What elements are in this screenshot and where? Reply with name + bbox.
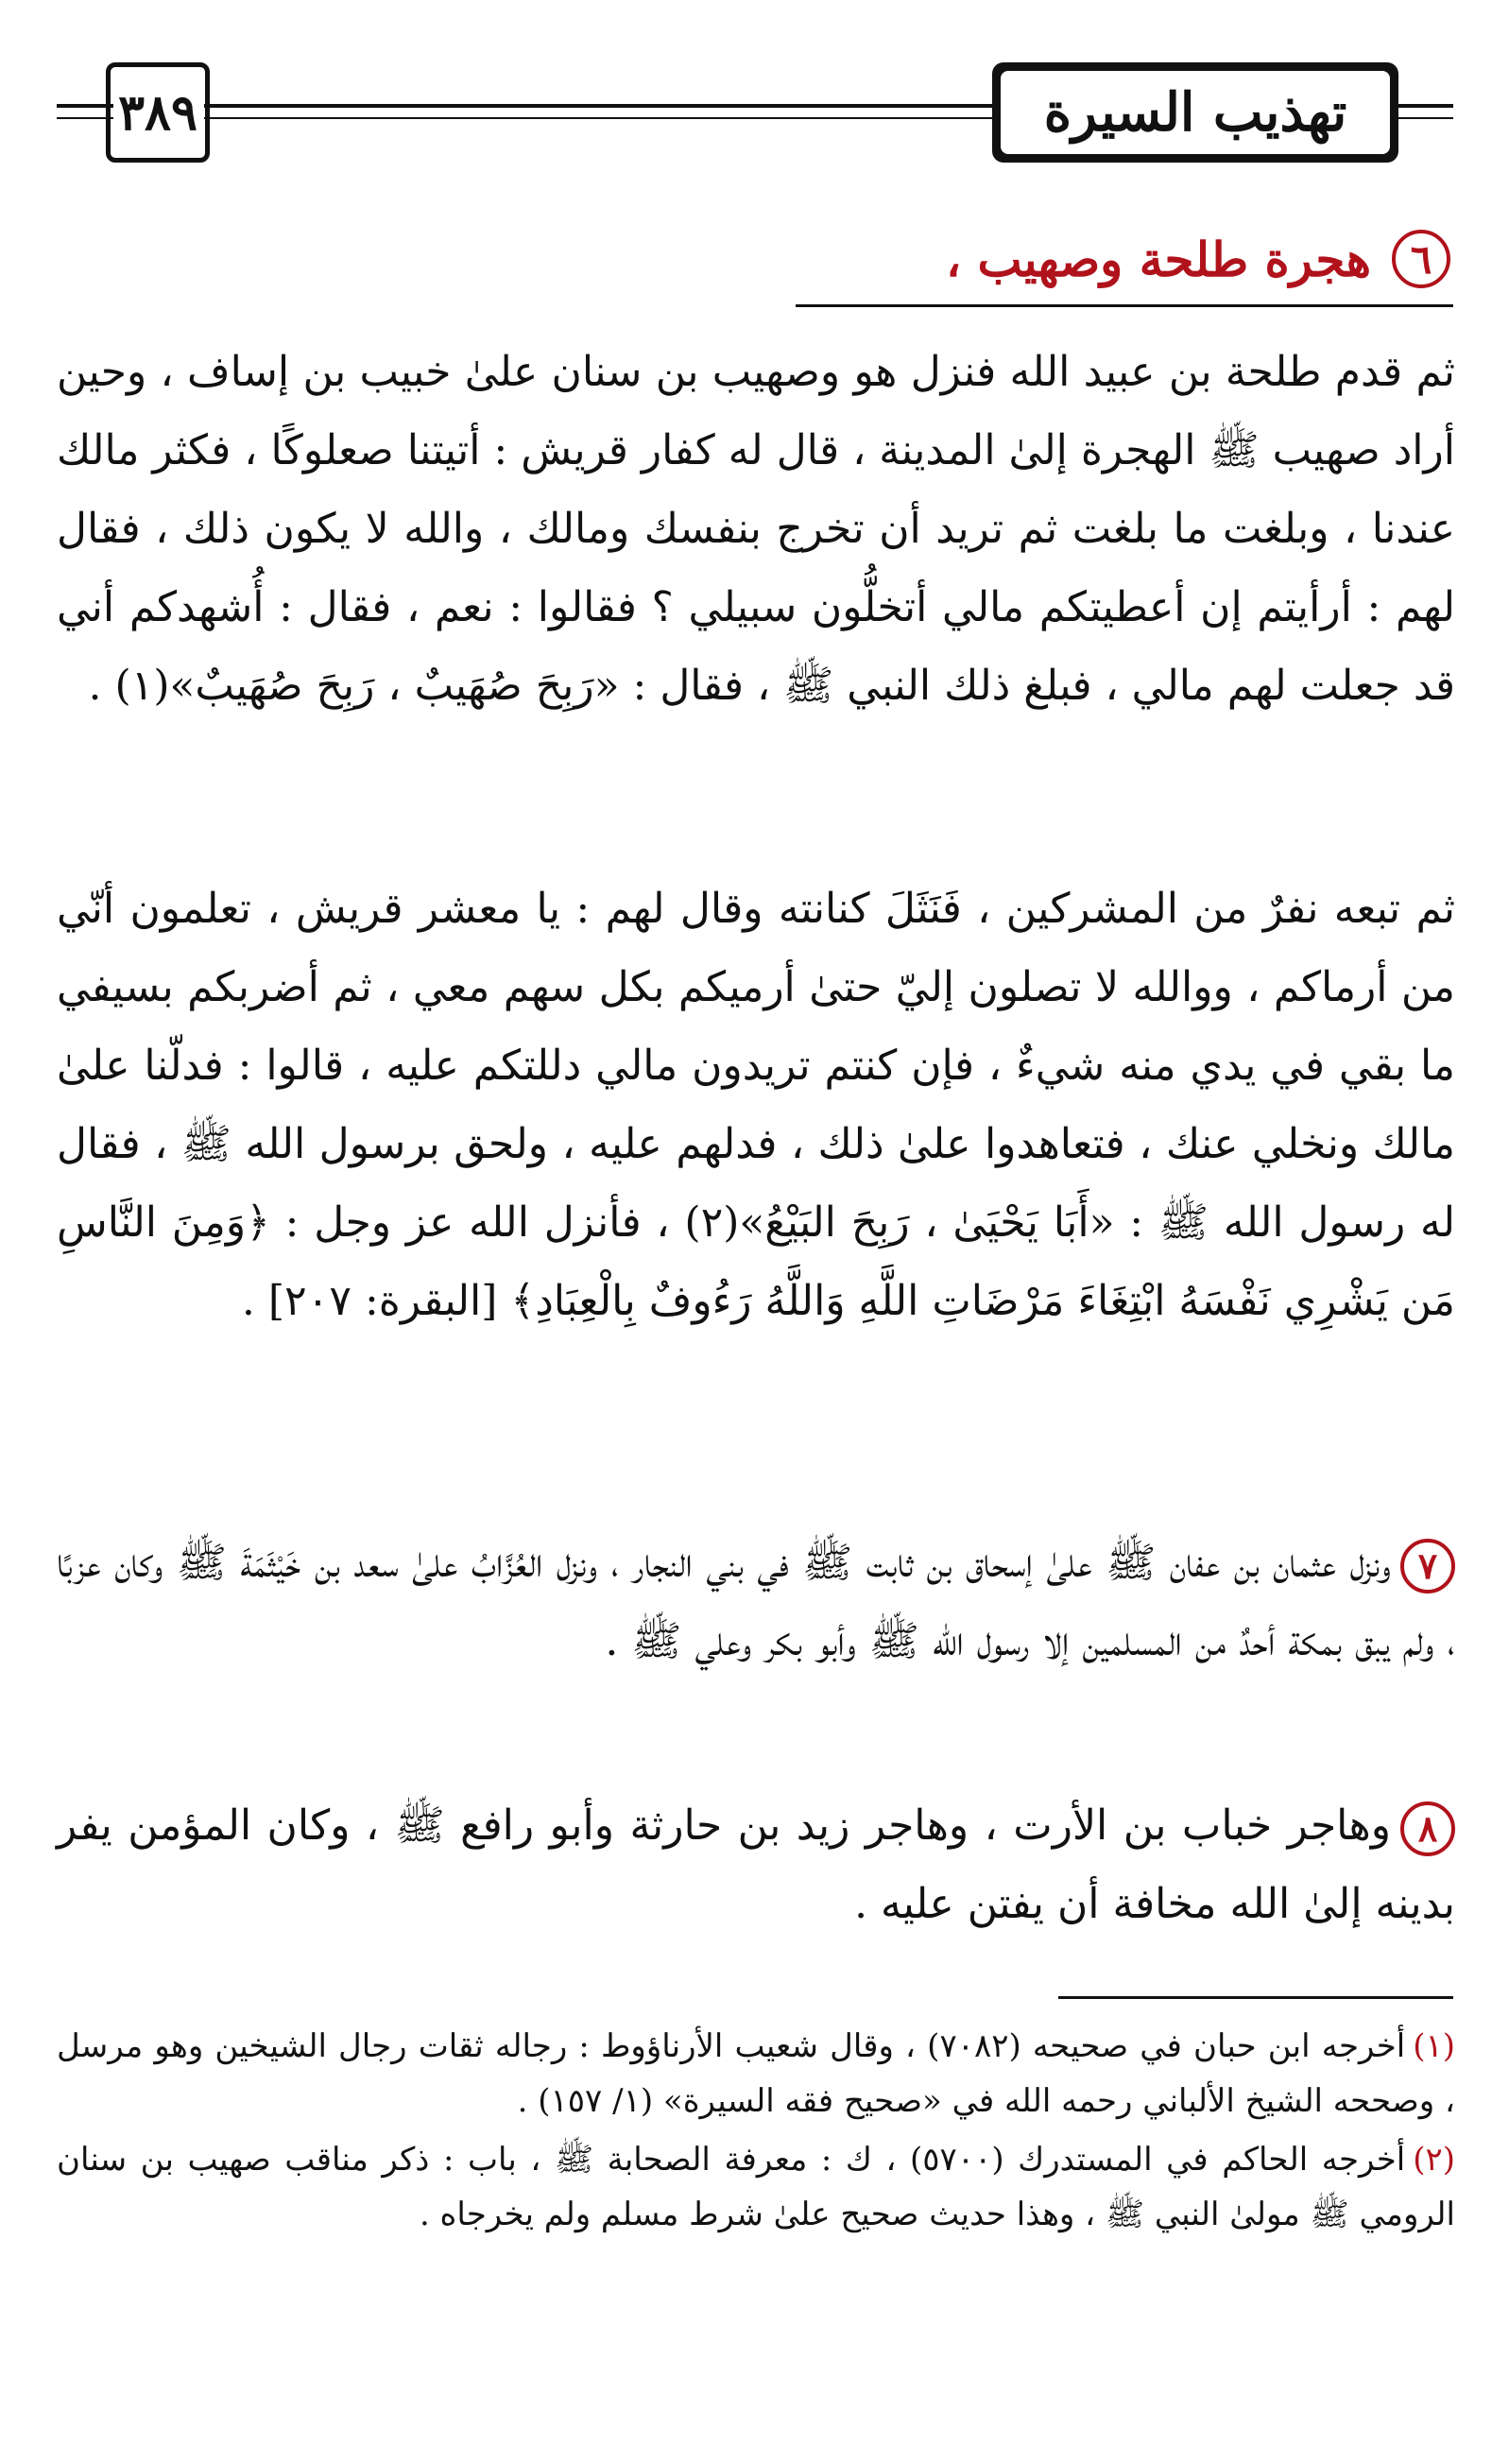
paragraph-text: وهاجر خباب بن الأرت ، وهاجر زيد بن حارثة وأبو رافع ﷺ ، وكان المؤمن يفر بدينه إلىٰ الله مخافة أن يفتن عليه . [57,1801,1455,1928]
book-title-banner [992,62,1398,163]
book-title: تهذيب السيرة [1001,71,1390,154]
section-heading-underline [796,304,1453,307]
paragraph-text: ونزل عثمان بن عفان ﷺ علىٰ إسحاق بن ثابت ﷺ في بني النجار ، ونزل العُزَّابُ علىٰ سعد بن خَيْثَمَةَ ﷺ وكان عزبًا ، ولم يبق بمكة أحدٌ من المسلمين إلا رسول الله ﷺ وأبو بكر وعلي ﷺ . [57,1539,1455,1665]
section-number-badge: ٦ [1392,230,1450,288]
footnote-separator [1058,1996,1453,1999]
footnote-2 [57,2132,1455,2246]
paragraph-1 [57,333,1455,805]
item-number-badge: ٨ [1400,1801,1455,1856]
paragraph-2 [57,870,1455,1484]
footnote-marker: (١) [1413,2027,1455,2065]
footnote-text: أخرجه ابن حبان في صحيحه (٧٠٨٢) ، وقال شعيب الأرناؤوط : رجاله ثقات رجال الشيخين وهو مرسل ، وصححه الشيخ الألباني رحمه الله في «صحيح فقه السيرة» (١/ ١٥٧) . [57,2027,1455,2120]
section-title: هجرة طلحة وصهيب ، [945,231,1371,287]
paragraph-text: ثم تبعه نفرٌ من المشركين ، فَنَثَلَ كنانته وقال لهم : يا معشر قريش ، تعلمون أنّي من أرماكم ، ووالله لا تصلون إليّ حتىٰ أرميكم بكل سهم معي ، ثم أضربكم بسيفي ما بقي في يدي منه شيءٌ ، فإن كنتم تريدون مالي دللتكم عليه ، قالوا : فدلّنا علىٰ مالك ونخلي عنك ، فتعاهدوا علىٰ ذلك ، فدلهم عليه ، ولحق برسول الله ﷺ ، فقال له رسول الله ﷺ : «أَبَا يَحْيَىٰ ، رَبِحَ البَيْعُ»(٢) ، فأنزل الله عز وجل : ﴿وَمِنَ النَّاسِ مَن يَشْرِي نَفْسَهُ ابْتِغَاءَ مَرْضَاتِ اللَّهِ وَاللَّهُ رَءُوفٌ بِالْعِبَادِ﴾ [البقرة: ٢٠٧] . [57,885,1456,1325]
header-rule-right-thin [1398,117,1453,119]
header-rule-middle [204,104,994,108]
page-number: ٣٨٩ [118,83,197,142]
header-rule-middle-thin [204,117,994,119]
footnote-text: أخرجه الحاكم في المستدرك (٥٧٠٠) ، ك : معرفة الصحابة ﷺ ، باب : ذكر مناقب صهيب بن سنان الرومي ﷺ مولىٰ النبي ﷺ ، وهذا حديث صحيح علىٰ شرط مسلم ولم يخرجاه . [57,2141,1455,2233]
section-heading [789,219,1450,299]
footnote-1 [57,2019,1455,2132]
footnote-marker: (٢) [1413,2141,1456,2179]
paragraph-text: ثم قدم طلحة بن عبيد الله فنزل هو وصهيب بن سنان علىٰ خبيب بن إساف ، وحين أراد صهيب ﷺ الهجرة إلىٰ المدينة ، قال له كفار قريش : أتيتنا صعلوكًا ، فكثر مالك عندنا ، وبلغت ما بلغت ثم تريد أن تخرج بنفسك ومالك ، والله لا يكون ذلك ، فقال لهم : أرأيتم إن أعطيتكم مالي أتخلُّون سبيلي ؟ فقالوا : نعم ، فقال : أُشهدكم أني قد جعلت لهم مالي ، فبلغ ذلك النبي ﷺ ، فقال : «رَبِحَ صُهَيبٌ ، رَبِحَ صُهَيبٌ»(١) . [56,348,1455,710]
header-rule-left-thin [57,117,113,119]
paragraph-3 [57,1524,1455,1760]
item-number-badge: ٧ [1400,1539,1455,1594]
paragraph-4 [57,1786,1455,1947]
header-rule-right [1398,104,1453,108]
header-rule-left [57,104,113,108]
